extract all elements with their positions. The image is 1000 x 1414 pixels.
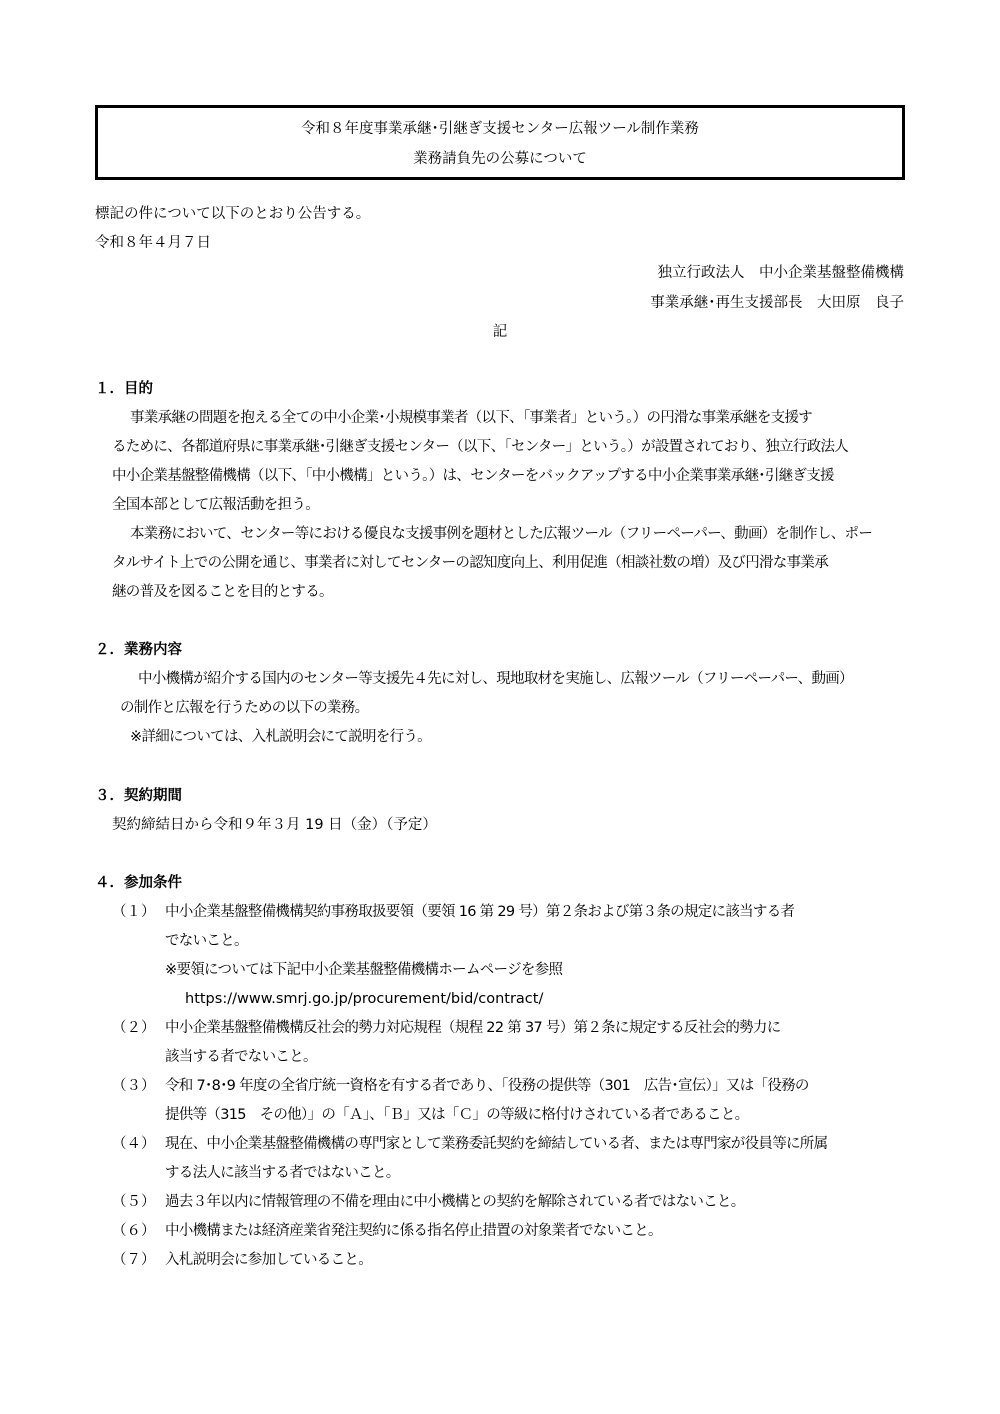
- notice-date: 令和８年４月７日: [95, 235, 211, 251]
- condition-number: （４）: [112, 1136, 156, 1152]
- section-2-line: 中小機構が紹介する国内のセンター等支援先４先に対し、現地取材を実施し、広報ツール（フリーペーパー、動画）: [138, 671, 853, 687]
- condition-number: （６）: [112, 1223, 156, 1239]
- contract-period: 契約締結日から令和９年３月 19 日（金）（予定）: [112, 817, 437, 833]
- title-box: [95, 105, 905, 180]
- condition-text: 中小企業基盤整備機構反社会的勢力対応規程（規程 22 第 37 号）第２条に規定する反社会的勢力に: [165, 1020, 781, 1036]
- condition-number: （１）: [112, 904, 156, 920]
- section-1-line: 継の普及を図ることを目的とする。: [112, 584, 333, 600]
- condition-number: （５）: [112, 1194, 156, 1210]
- reference-note: ※要領については下記中小企業基盤整備機構ホームページを参照: [165, 962, 563, 978]
- section-1-line: タルサイト上での公開を通じ、事業者に対してセンターの認知度向上、利用促進（相談社数の増）及び円滑な事業承: [112, 555, 829, 571]
- condition-text: 中小機構または経済産業省発注契約に係る指名停止措置の対象業者でないこと。: [165, 1223, 662, 1239]
- section-4-heading: ４．参加条件: [95, 875, 182, 891]
- condition-text: 令和 7･8･9 年度の全省庁統一資格を有する者であり、「役務の提供等（301 広告･宣伝）」又は「役務の: [165, 1078, 809, 1094]
- section-2-line: の制作と広報を行うための以下の業務。: [120, 700, 369, 716]
- section-1-line: るために、各都道府県に事業承継･引継ぎ支援センター（以下、「センター」という。）が設置されており、独立行政法人: [112, 439, 849, 455]
- title-line-2: 業務請負先の公募について: [413, 151, 587, 167]
- condition-text: 現在、中小企業基盤整備機構の専門家として業務委託契約を締結している者、または専門家が役員等に所属: [165, 1136, 828, 1152]
- reference-url[interactable]: https://www.smrj.go.jp/procurement/bid/contract/: [185, 991, 544, 1007]
- section-1-line: 事業承継の問題を抱える全ての中小企業･小規模事業者（以下、「事業者」という。）の円滑な事業承継を支援す: [130, 410, 813, 426]
- condition-text: でないこと。: [165, 933, 248, 949]
- condition-number: （７）: [112, 1252, 156, 1268]
- section-1-line: 全国本部として広報活動を担う。: [112, 497, 319, 513]
- condition-text: 入札説明会に参加していること。: [165, 1252, 372, 1268]
- section-1-line: 中小企業基盤整備機構（以下、「中小機構」という。）は、センターをバックアップする中小企業事業承継･引継ぎ支援: [112, 468, 834, 484]
- condition-text: 過去３年以内に情報管理の不備を理由に中小機構との契約を解除されている者ではないこと。: [165, 1194, 745, 1210]
- section-2-note: ※詳細については、入札説明会にて説明を行う。: [130, 729, 431, 745]
- section-3-heading: ３．契約期間: [95, 788, 182, 804]
- condition-text: する法人に該当する者ではないこと。: [165, 1165, 400, 1181]
- ki-mark: 記: [492, 324, 508, 340]
- condition-number: （３）: [112, 1078, 156, 1094]
- condition-text: 提供等（315 その他）」の「Ａ」、「Ｂ」又は「Ｃ」の等級に格付けされている者であること。: [165, 1107, 749, 1123]
- intro-notice: 標記の件について以下のとおり公告する。: [95, 206, 371, 222]
- title-line-1: 令和８年度事業承継･引継ぎ支援センター広報ツール制作業務: [301, 121, 699, 137]
- condition-number: （２）: [112, 1020, 156, 1036]
- section-1-line: 本業務において、センター等における優良な支援事例を題材とした広報ツール（フリーペーパー、動画）を制作し、ポー: [130, 526, 873, 542]
- section-2-heading: ２．業務内容: [95, 642, 182, 658]
- condition-text: 中小企業基盤整備機構契約事務取扱要領（要領 16 第 29 号）第２条および第３条の規定に該当する者: [165, 904, 795, 920]
- section-1-heading: １．目的: [95, 381, 153, 397]
- issuer-person: 事業承継･再生支援部長 大田原 良子: [650, 295, 904, 311]
- issuer-org: 独立行政法人 中小企業基盤整備機構: [657, 265, 904, 281]
- condition-text: 該当する者でないこと。: [165, 1049, 317, 1065]
